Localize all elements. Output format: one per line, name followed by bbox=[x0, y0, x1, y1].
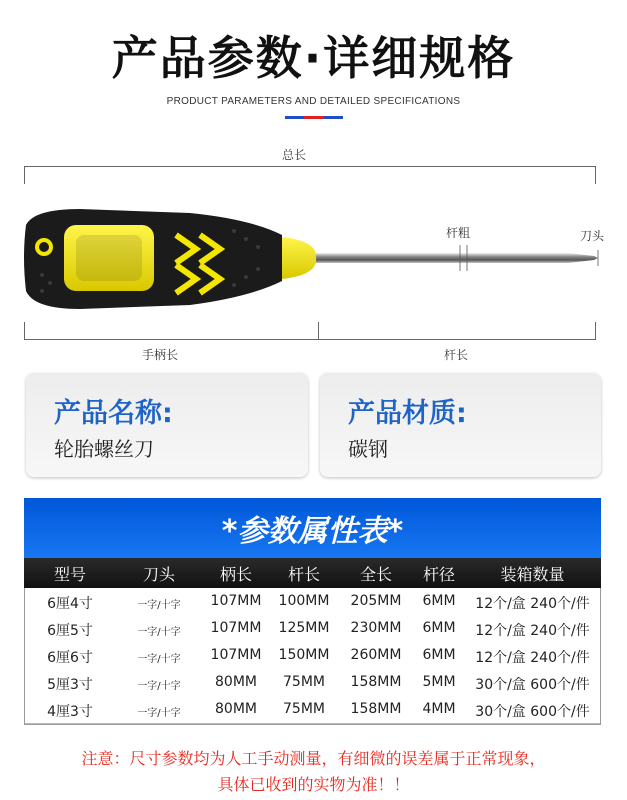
spec-table-frame bbox=[24, 588, 601, 725]
cell-shaft-length: 100MM bbox=[278, 593, 330, 609]
shaft-length-line bbox=[318, 339, 596, 340]
column-header-total-length: 全长 bbox=[359, 565, 392, 584]
cell-model: 6厘6寸 bbox=[47, 650, 93, 666]
cell-shaft-diameter: 6MM bbox=[422, 647, 456, 663]
cell-total-length: 158MM bbox=[350, 674, 402, 690]
page-title: 产品参数·详细规格 bbox=[111, 31, 516, 85]
notice-line-2: 具体已收到的实物为准！！ bbox=[217, 775, 410, 794]
handle-length-line bbox=[24, 339, 318, 340]
cell-shaft-diameter: 5MM bbox=[422, 674, 456, 690]
cell-shaft-length: 150MM bbox=[278, 647, 330, 663]
cell-total-length: 158MM bbox=[350, 701, 402, 717]
cell-shaft-length: 125MM bbox=[278, 620, 330, 636]
cell-model: 6厘4寸 bbox=[47, 596, 93, 612]
total-length-tick-left bbox=[24, 166, 25, 184]
product-name-value: 轮胎螺丝刀 bbox=[54, 437, 154, 461]
cell-tip: 一字/十字 bbox=[137, 708, 181, 719]
cell-tip: 一字/十字 bbox=[137, 627, 181, 638]
cell-packing-quantity: 12个/盒 240个/件 bbox=[475, 650, 590, 666]
column-header-shaft-length: 杆长 bbox=[287, 565, 320, 584]
handle-shaft-divider-tick bbox=[318, 322, 319, 340]
cell-shaft-length: 75MM bbox=[283, 701, 325, 717]
cell-model: 5厘3寸 bbox=[47, 677, 93, 693]
blade-tip-label: 刀头 bbox=[580, 229, 605, 243]
total-length-label: 总长 bbox=[282, 148, 307, 162]
cell-model: 6厘5寸 bbox=[47, 623, 93, 639]
spec-table-header bbox=[24, 498, 601, 558]
notice-line-1: 注意：尺寸参数均为人工手动测量，有细微的误差属于正常现象， bbox=[81, 749, 546, 768]
spec-table-column-headers bbox=[24, 558, 601, 588]
cell-shaft-diameter: 4MM bbox=[422, 701, 456, 717]
cell-total-length: 260MM bbox=[350, 647, 402, 663]
handle-length-tick-left bbox=[24, 322, 25, 340]
cell-packing-quantity: 30个/盒 600个/件 bbox=[475, 704, 590, 720]
column-header-handle-length: 柄长 bbox=[219, 565, 252, 584]
cell-packing-quantity: 30个/盒 600个/件 bbox=[475, 677, 590, 693]
cell-handle-length: 107MM bbox=[210, 593, 262, 609]
cell-tip: 一字/十字 bbox=[137, 654, 181, 665]
cell-shaft-length: 75MM bbox=[283, 674, 325, 690]
cell-packing-quantity: 12个/盒 240个/件 bbox=[475, 596, 590, 612]
blade-tip-icon bbox=[568, 253, 598, 263]
cell-handle-length: 80MM bbox=[215, 701, 257, 717]
shaft-thickness-label: 杆粗 bbox=[446, 226, 471, 240]
column-header-tip: 刀头 bbox=[142, 565, 175, 584]
material-value: 碳钢 bbox=[348, 437, 388, 461]
screwdriver-illustration bbox=[20, 205, 610, 320]
cell-handle-length: 80MM bbox=[215, 674, 257, 690]
material-card bbox=[320, 373, 601, 477]
total-length-tick-right bbox=[595, 166, 596, 184]
cell-total-length: 230MM bbox=[350, 620, 402, 636]
shaft-length-tick-right bbox=[595, 322, 596, 340]
shaft-icon bbox=[300, 253, 568, 263]
cell-total-length: 205MM bbox=[350, 593, 402, 609]
total-length-line bbox=[24, 166, 596, 167]
cell-shaft-diameter: 6MM bbox=[422, 620, 456, 636]
column-header-model: 型号 bbox=[53, 565, 86, 584]
column-header-shaft-diameter: 杆径 bbox=[422, 565, 455, 584]
spec-table-title: *参数属性表* bbox=[221, 514, 404, 549]
column-header-packing-quantity: 装箱数量 bbox=[500, 565, 565, 584]
page-subtitle: PRODUCT PARAMETERS AND DETAILED SPECIFICATIONS bbox=[166, 96, 461, 107]
cell-model: 4厘3寸 bbox=[47, 704, 93, 720]
cell-handle-length: 107MM bbox=[210, 647, 262, 663]
material-title: 产品材质: bbox=[348, 398, 467, 429]
cell-handle-length: 107MM bbox=[210, 620, 262, 636]
accent-divider bbox=[285, 116, 343, 119]
cell-tip: 一字/十字 bbox=[137, 681, 181, 692]
cell-packing-quantity: 12个/盒 240个/件 bbox=[475, 623, 590, 639]
product-name-title: 产品名称: bbox=[54, 398, 173, 429]
product-name-card bbox=[26, 373, 308, 477]
cell-tip: 一字/十字 bbox=[137, 600, 181, 611]
handle-length-label: 手柄长 bbox=[142, 348, 179, 362]
shaft-length-label: 杆长 bbox=[444, 348, 469, 362]
cell-shaft-diameter: 6MM bbox=[422, 593, 456, 609]
